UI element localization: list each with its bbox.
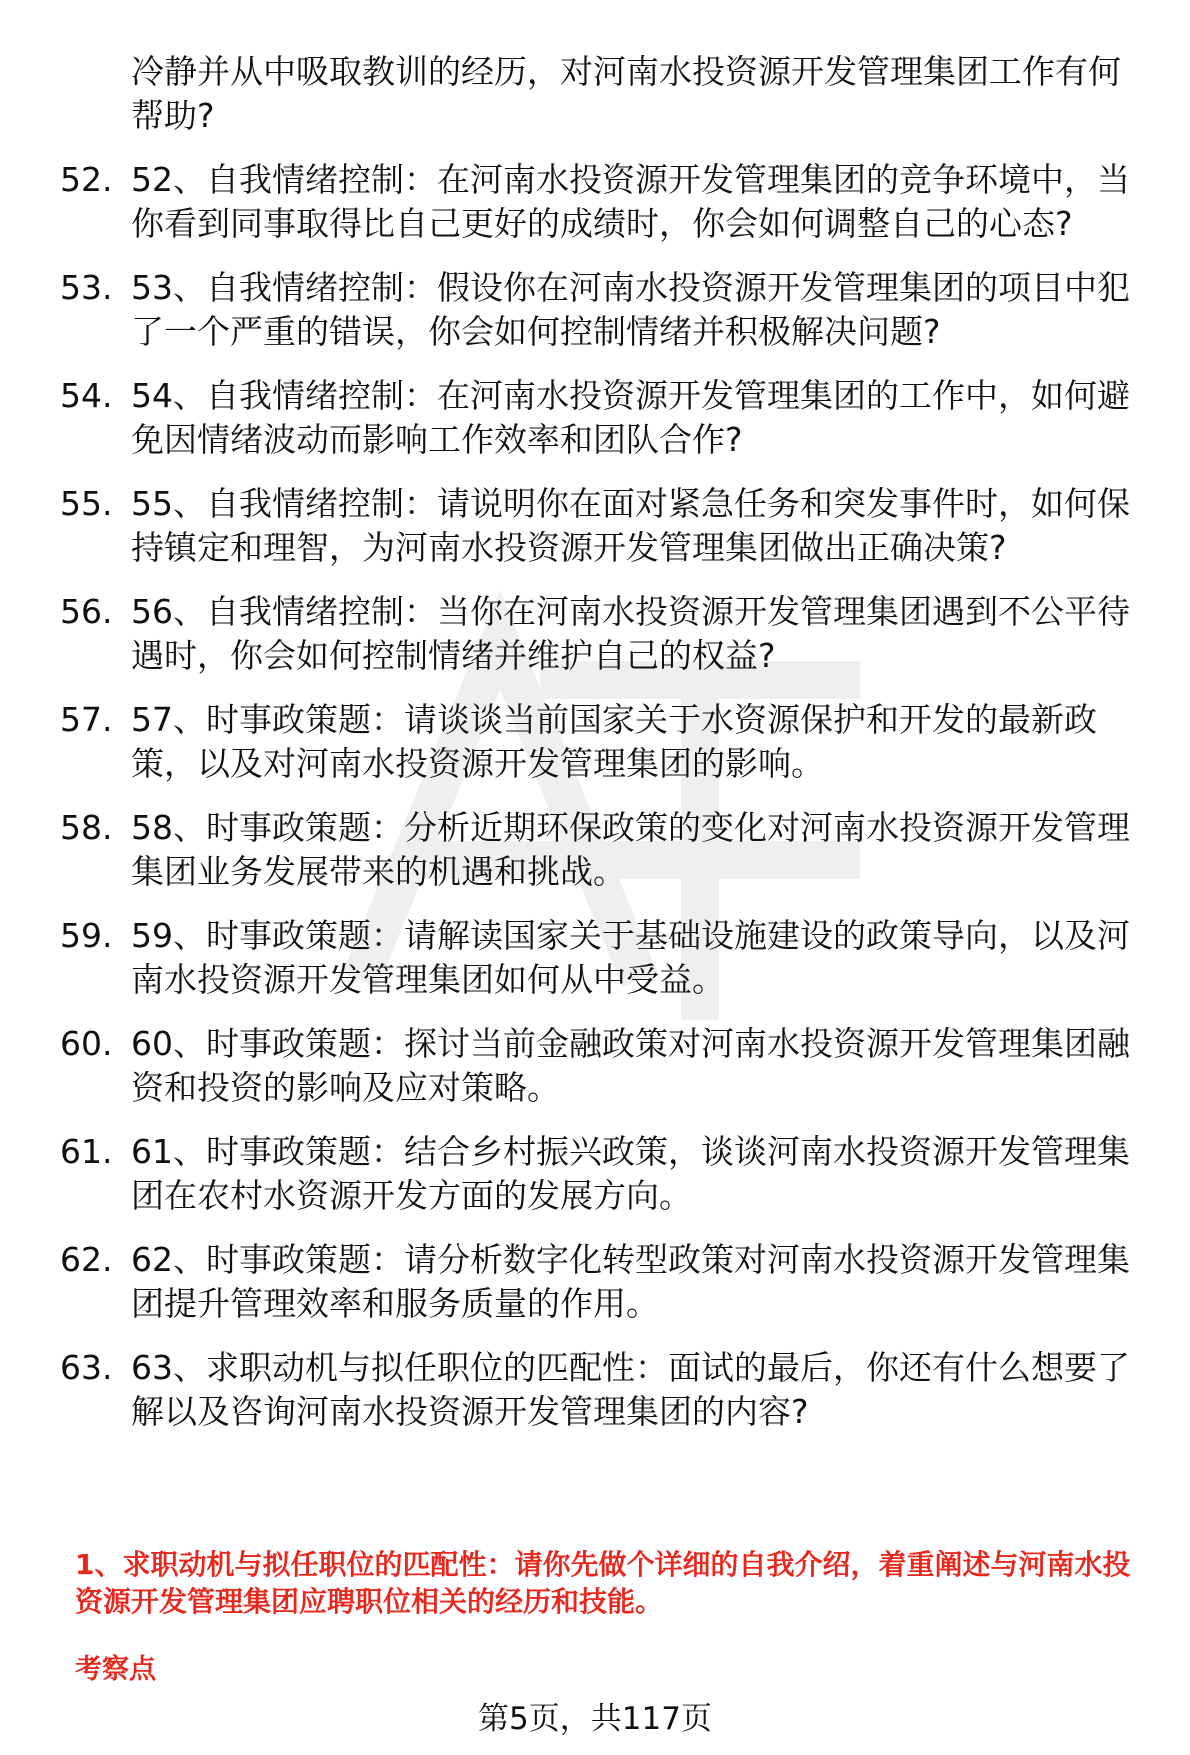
question-item [60,158,1150,246]
question-item [60,266,1150,354]
question-text: 60、时事政策题：探讨当前金融政策对河南水投资源开发管理集团融资和投资的影响及应对策略。 [131,1024,1130,1107]
page-number-footer: 第5页，共117页 [478,1701,712,1737]
question-text: 59、时事政策题：请解读国家关于基础设施建设的政策导向，以及河南水投资源开发管理集团如何从中受益。 [131,916,1130,999]
question-text: 61、时事政策题：结合乡村振兴政策，谈谈河南水投资源开发管理集团在农村水资源开发方面的发展方向。 [131,1132,1130,1215]
question-number: 61. [60,1132,113,1171]
question-list [60,158,1150,1454]
question-text: 58、时事政策题：分析近期环保政策的变化对河南水投资源开发管理集团业务发展带来的机遇和挑战。 [131,808,1130,891]
question-number: 55. [60,484,113,523]
question-text: 63、求职动机与拟任职位的匹配性：面试的最后，你还有什么想要了解以及咨询河南水投资源开发管理集团的内容? [131,1348,1130,1431]
continuation-text: 冷静并从中吸取教训的经历，对河南水投资源开发管理集团工作有何帮助? [131,52,1121,135]
question-item [60,1346,1150,1434]
question-text: 57、时事政策题：请谈谈当前国家关于水资源保护和开发的最新政策，以及对河南水投资源开发管理集团的影响。 [131,700,1097,783]
question-number: 59. [60,916,113,955]
question-text: 53、自我情绪控制：假设你在河南水投资源开发管理集团的项目中犯了一个严重的错误，你会如何控制情绪并积极解决问题? [131,268,1130,351]
section-label: 考察点 [75,1654,156,1685]
question-text: 54、自我情绪控制：在河南水投资源开发管理集团的工作中，如何避免因情绪波动而影响工作效率和团队合作? [131,376,1130,459]
question-number: 58. [60,808,113,847]
question-item [60,1130,1150,1218]
question-number: 54. [60,376,113,415]
question-number: 53. [60,268,113,307]
question-text: 55、自我情绪控制：请说明你在面对紧急任务和突发事件时，如何保持镇定和理智，为河南水投资源开发管理集团做出正确决策? [131,484,1130,567]
question-text: 62、时事政策题：请分析数字化转型政策对河南水投资源开发管理集团提升管理效率和服务质量的作用。 [131,1240,1130,1323]
question-text: 52、自我情绪控制：在河南水投资源开发管理集团的竞争环境中，当你看到同事取得比自己更好的成绩时，你会如何调整自己的心态? [131,160,1130,243]
question-item [60,914,1150,1002]
question-item [60,374,1150,462]
question-item [60,1238,1150,1326]
question-number: 63. [60,1348,113,1387]
question-number: 52. [60,160,113,199]
question-number: 60. [60,1024,113,1063]
question-number: 57. [60,700,113,739]
question-item [60,1022,1150,1110]
answer-heading: 1、求职动机与拟任职位的匹配性：请你先做个详细的自我介绍，着重阐述与河南水投资源开发管理集团应聘职位相关的经历和技能。 [75,1548,1131,1618]
question-item [60,590,1150,678]
question-item [60,698,1150,786]
question-item [60,482,1150,570]
question-text: 56、自我情绪控制：当你在河南水投资源开发管理集团遇到不公平待遇时，你会如何控制情绪并维护自己的权益? [131,592,1130,675]
question-number: 56. [60,592,113,631]
question-item [60,806,1150,894]
question-number: 62. [60,1240,113,1279]
